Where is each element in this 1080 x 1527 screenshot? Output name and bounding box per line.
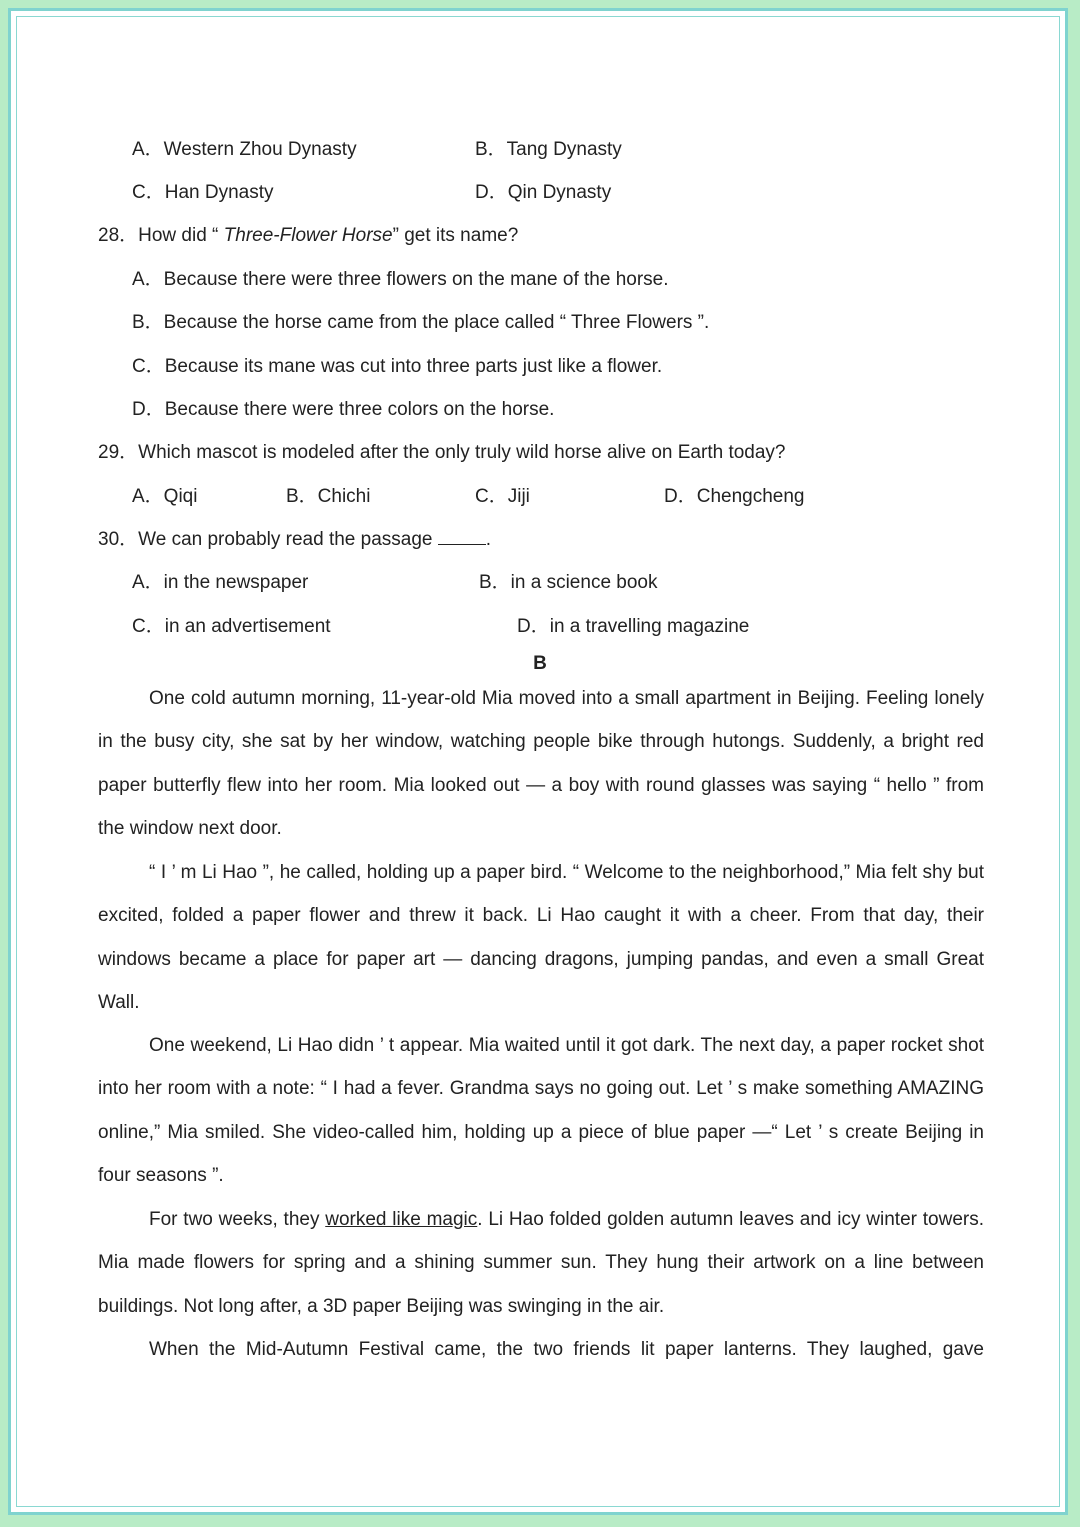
q27-option-d[interactable]: D．Qin Dynasty (475, 182, 612, 203)
passage-paragraph-5: When the Mid-Autumn Festival came, the two friends lit paper lanterns. They laughed, gave (149, 1339, 984, 1360)
q30-option-c[interactable]: C．in an advertisement (132, 616, 331, 637)
q29-stem: 29．Which mascot is modeled after the only truly wild horse alive on Earth today? (98, 442, 786, 463)
paragraph-4-end: . Li Hao folded golden autumn leaves and icy winter towers. Mia made flowers for spring and a shining summer sun. They hung their artwork on a line between buildings. Not long after, a 3D paper Beijing was swinging in the air. (98, 1209, 984, 1317)
paragraph-4-start: For two weeks, they (149, 1209, 326, 1230)
q29-option-c[interactable]: C．Jiji (475, 486, 530, 507)
q27-option-b[interactable]: B．Tang Dynasty (475, 139, 622, 160)
q28-option-c[interactable]: C．Because its mane was cut into three parts just like a flower. (132, 356, 663, 377)
q30-option-b[interactable]: B．in a science book (479, 572, 658, 593)
q28-stem-prefix: 28．How did “ (98, 225, 224, 246)
q29-option-a[interactable]: A．Qiqi (132, 486, 198, 507)
q27-option-c[interactable]: C．Han Dynasty (132, 182, 274, 203)
q28-stem-suffix: ” get its name? (392, 225, 519, 246)
passage-paragraph-1: One cold autumn morning, 11-year-old Mia moved into a small apartment in Beijing. Feeling lonely in the busy city, she sat by her window, watching people bike through hutongs. Suddenly, a bright red paper butterfly flew into her room. Mia looked out — a boy with round glasses was saying “ hello ” from the window next door. (98, 688, 984, 840)
q30-stem-end: . (485, 529, 492, 550)
q28-stem-title: Three-Flower Horse (223, 225, 393, 246)
q29-option-b[interactable]: B．Chichi (286, 486, 371, 507)
q28-option-a[interactable]: A．Because there were three flowers on the mane of the horse. (132, 269, 669, 290)
passage-paragraph-4 (98, 1198, 984, 1328)
q30-option-d[interactable]: D．in a travelling magazine (517, 616, 750, 637)
passage-paragraph-3: One weekend, Li Hao didn ’ t appear. Mia waited until it got dark. The next day, a paper rocket shot into her room with a note: “ I had a fever. Grandma says no going out. Let ’ s make something AMAZING online,” Mia smiled. She video-called him, holding up a piece of blue paper —“ Let ’ s create Beijing in four seasons ”. (98, 1035, 984, 1187)
q30-stem (98, 528, 491, 552)
q28-option-d[interactable]: D．Because there were three colors on the horse. (132, 399, 555, 420)
underlined-phrase: worked like magic (325, 1209, 478, 1230)
passage-paragraph-2: “ I ’ m Li Hao ”, he called, holding up a paper bird. “ Welcome to the neighborhood,” Mia felt shy but excited, folded a paper flower and threw it back. Li Hao caught it with a cheer. From that day, their windows became a place for paper art — dancing dragons, jumping pandas, and even a small Great Wall. (98, 862, 984, 1014)
q30-option-a[interactable]: A．in the newspaper (132, 572, 309, 593)
q28-stem (98, 224, 518, 248)
section-b-heading: B (533, 653, 547, 674)
q28-option-b[interactable]: B．Because the horse came from the place called “ Three Flowers ”. (132, 312, 710, 333)
q27-option-a[interactable]: A．Western Zhou Dynasty (132, 139, 357, 160)
q29-option-d[interactable]: D．Chengcheng (664, 486, 805, 507)
q30-stem-text: 30．We can probably read the passage (98, 529, 438, 550)
answer-blank (438, 528, 486, 545)
